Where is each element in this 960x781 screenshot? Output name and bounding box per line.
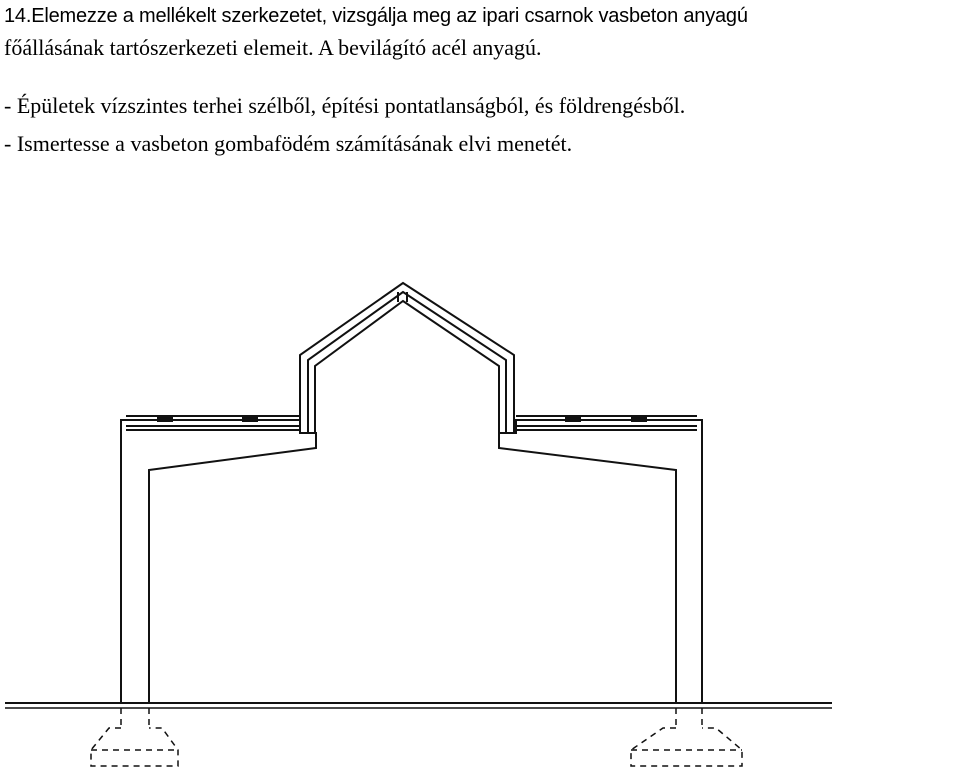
hall-cross-section-drawing [0,270,960,781]
right-foundation [631,708,742,766]
question-text [4,0,956,160]
right-column-outer [499,420,702,703]
spacer [4,64,956,90]
bullet-flat-slab: - Ismertesse a vasbeton gombafödém számításának elvi menetét. [4,131,573,156]
right-roof-panel [516,416,702,430]
bullet-horizontal-loads: - Épületek vízszintes terhei szélből, építési pontatlanságból, és földrengésből. [4,93,686,118]
left-column-outer [121,420,316,703]
left-roof-panel [121,416,300,430]
question-text-line-1: Elemezze a mellékelt szerkezetet, vizsgálja meg az ipari csarnok vasbeton anyagú [31,5,748,27]
ground-line [5,703,832,708]
question-text-line-2: főállásának tartószerkezeti elemeit. A bevilágító acél anyagú. [4,35,542,60]
question-line-1 [4,0,956,32]
question-number: 14. [4,5,32,27]
left-foundation [91,708,178,766]
steel-skylight [300,283,514,433]
frame-outline [121,420,702,703]
